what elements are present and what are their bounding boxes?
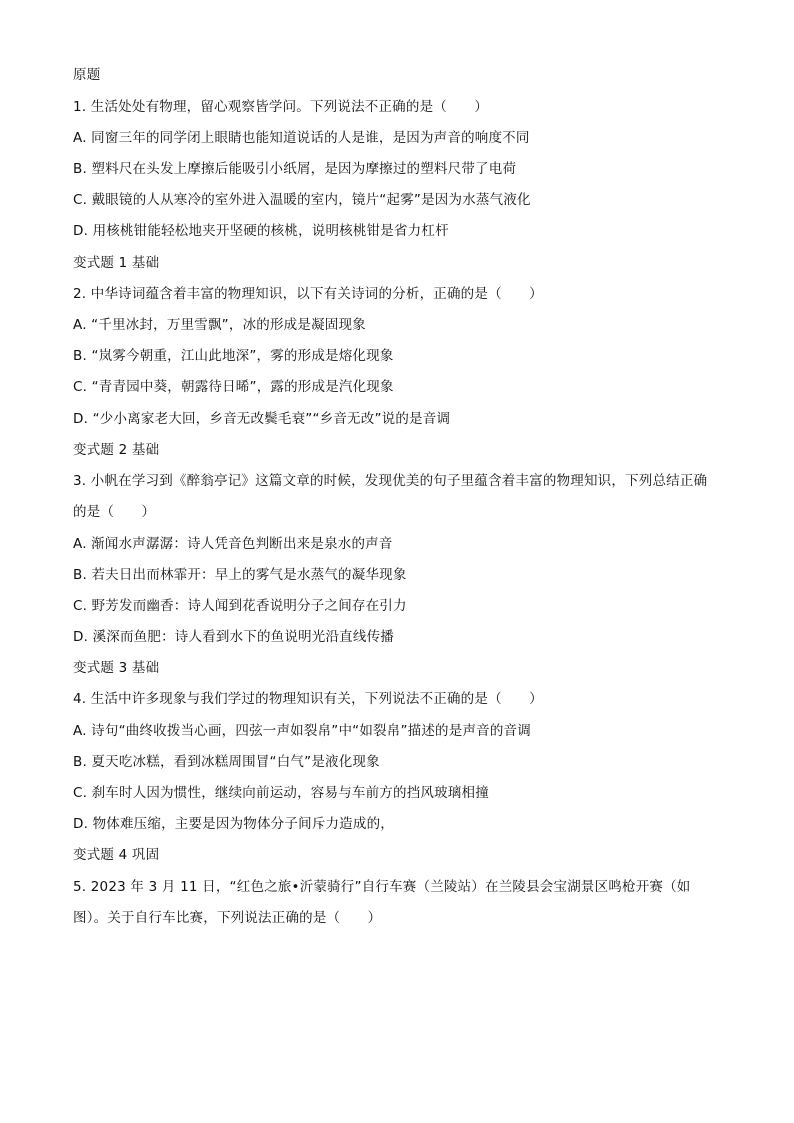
question-2-option-b: B. “岚雾今朝重，江山此地深”，雾的形成是熔化现象 [73,348,394,364]
question-4-option-d: D. 物体难压缩，主要是因为物体分子间斥力造成的， [73,816,394,832]
section-heading-variant-1: 变式题 1 基础 [73,255,160,271]
question-4-option-c: C. 刹车时人因为惯性，继续向前运动，容易与车前方的挡风玻璃相撞 [73,785,489,801]
question-3-option-d: D. 溪深而鱼肥：诗人看到水下的鱼说明光沿直线传播 [73,629,394,645]
section-heading-variant-4: 变式题 4 巩固 [73,847,160,863]
question-2-option-a: A. “千里冰封，万里雪飘”，冰的形成是凝固现象 [73,317,366,333]
question-4-option-a: A. 诗句“曲终收拨当心画，四弦一声如裂帛”中“如裂帛”描述的是声音的音调 [73,723,531,739]
question-3-option-a: A. 渐闻水声潺潺：诗人凭音色判断出来是泉水的声音 [73,536,393,552]
question-2-option-c: C. “青青园中葵，朝露待日晞”，露的形成是汽化现象 [73,379,394,395]
question-1-stem: 1. 生活处处有物理，留心观察皆学问。下列说法不正确的是（ ） [73,99,489,115]
question-1-option-a: A. 同窗三年的同学闭上眼睛也能知道说话的人是谁，是因为声音的响度不同 [73,130,530,146]
question-5-stem-line-2: 图）。关于自行车比赛，下列说法正确的是（ ） [73,910,382,926]
question-5-stem-line-1: 5. 2023 年 3 月 11 日，“红色之旅•沂蒙骑行”自行车赛（兰陵站）在兰陵县会宝湖景区鸣枪开赛（如 [73,879,691,895]
question-1-option-b: B. 塑料尺在头发上摩擦后能吸引小纸屑，是因为摩擦过的塑料尺带了电荷 [73,161,517,177]
question-1-option-c: C. 戴眼镜的人从寒冷的室外进入温暖的室内，镜片“起雾”是因为水蒸气液化 [73,192,531,208]
question-4-stem: 4. 生活中许多现象与我们学过的物理知识有关，下列说法不正确的是（ ） [73,691,543,707]
question-3-option-b: B. 若夫日出而林霏开：早上的雾气是水蒸气的凝华现象 [73,567,407,583]
section-heading-variant-3: 变式题 3 基础 [73,660,160,676]
section-heading-variant-2: 变式题 2 基础 [73,442,160,458]
question-1-option-d: D. 用核桃钳能轻松地夹开坚硬的核桃，说明核桃钳是省力杠杆 [73,223,449,239]
question-3-option-c: C. 野芳发而幽香：诗人闻到花香说明分子之间存在引力 [73,598,407,614]
question-3-stem-line-1: 3. 小帆在学习到《醉翁亭记》这篇文章的时候，发现优美的句子里蕴含着丰富的物理知识，下列总结正确 [73,473,708,489]
question-3-stem-line-2: 的是（ ） [73,504,156,520]
question-2-option-d: D. “少小离家老大回，乡音无改鬓毛衰”“乡音无改”说的是音调 [73,411,451,427]
question-4-option-b: B. 夏天吃冰糕，看到冰糕周围冒“白气”是液化现象 [73,754,380,770]
section-heading-original: 原题 [73,67,101,83]
question-2-stem: 2. 中华诗词蕴含着丰富的物理知识，以下有关诗词的分析，正确的是（ ） [73,286,543,302]
